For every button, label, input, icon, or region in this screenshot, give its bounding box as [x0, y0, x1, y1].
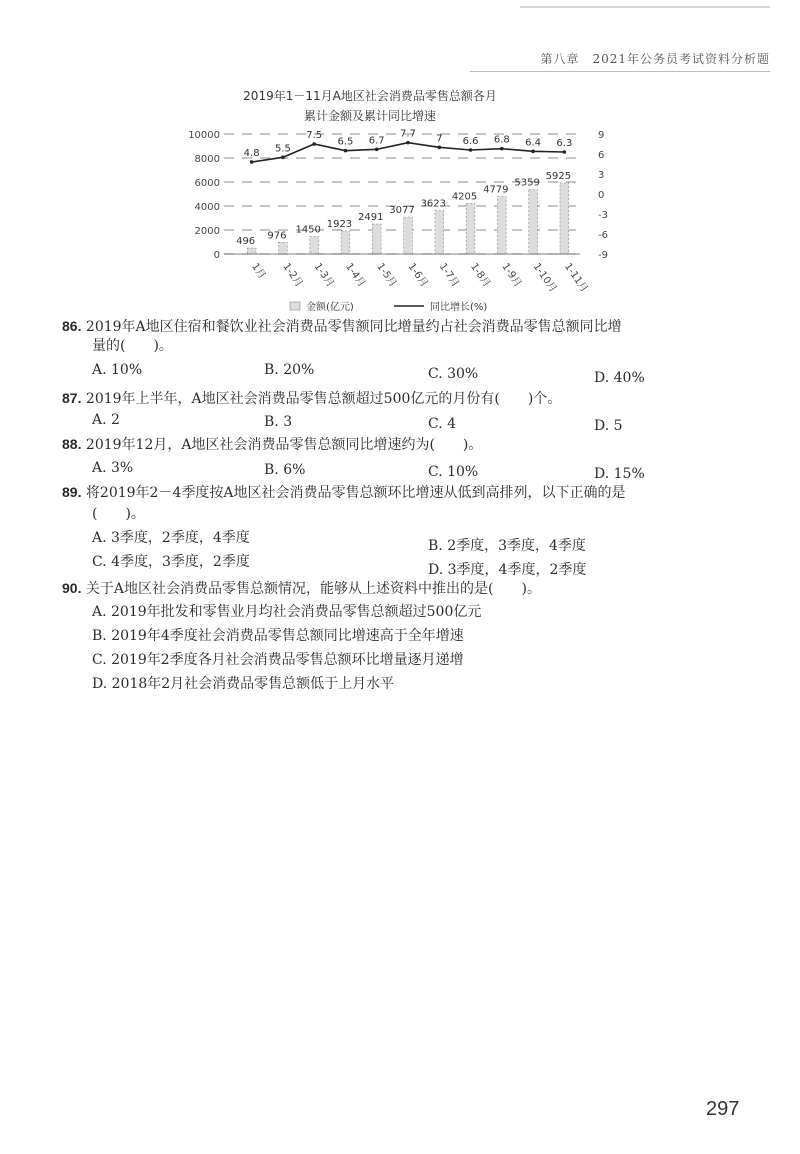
bar	[310, 237, 319, 254]
growth-label: 6.5	[337, 136, 354, 148]
chart-svg	[180, 86, 620, 326]
chart-title: 2019年1－11月A地区社会消费品零售总额各月	[243, 89, 497, 103]
option-d: D. 5	[594, 418, 623, 434]
option-d: D. 2018年2月社会消费品零售总额低于上月水平	[92, 676, 395, 692]
question-text: 2019年A地区住宿和餐饮业社会消费品零售额同比增量约占社会消费品零售总额同比增	[85, 319, 622, 335]
bar	[497, 197, 506, 254]
growth-label: 7.7	[400, 128, 416, 140]
top-rule	[520, 6, 770, 8]
question-86-cont: 量的( )。	[92, 338, 173, 354]
growth-point	[375, 148, 379, 152]
bar-label: 1923	[326, 218, 353, 230]
chart	[180, 86, 620, 326]
x-tick-label: 1月	[249, 261, 268, 282]
x-tick-label: 1-5月	[374, 261, 399, 290]
question-text: 2019年12月，A地区社会消费品零售总额同比增速约为( )。	[85, 437, 483, 453]
x-tick-label: 1-8月	[468, 261, 493, 290]
y-tick-left: 10000	[188, 130, 220, 141]
bar-label: 3623	[420, 198, 446, 210]
growth-point	[250, 160, 254, 164]
question-number: 87.	[62, 390, 82, 406]
option-a: A. 3季度，2季度，4季度	[92, 530, 250, 546]
question-number: 88.	[62, 436, 82, 452]
question-number: 90.	[62, 580, 82, 596]
growth-point	[531, 150, 535, 154]
bar	[341, 231, 350, 254]
bar	[435, 211, 444, 254]
option-b: B. 2季度，3季度，4季度	[428, 538, 586, 554]
question-89-cont: ( )。	[92, 506, 145, 522]
question-text: 将2019年2－4季度按A地区社会消费品零售总额环比增速从低到高排列，以下正确的是	[85, 485, 626, 501]
growth-label: 7.5	[306, 130, 323, 141]
growth-point	[469, 148, 473, 152]
option-b: B. 6%	[264, 462, 306, 478]
option-d: D. 15%	[594, 466, 645, 482]
question-number: 86.	[62, 318, 82, 334]
y-tick-right: 9	[598, 130, 605, 141]
growth-label: 6.3	[556, 138, 573, 149]
option-c: C. 30%	[428, 366, 479, 382]
y-tick-left: 4000	[194, 202, 220, 213]
option-b: B. 20%	[264, 362, 315, 378]
growth-label: 6.4	[525, 137, 542, 149]
y-tick-right: -6	[598, 230, 608, 241]
growth-point	[500, 147, 504, 151]
option-c: C. 4	[428, 416, 457, 432]
growth-point	[406, 141, 410, 145]
y-tick-left: 6000	[194, 178, 220, 189]
option-c: C. 4季度，3季度，2季度	[92, 554, 250, 570]
bar-label: 3077	[389, 205, 415, 217]
chart-subtitle: 累计金额及累计同比增速	[303, 109, 437, 123]
question-86	[62, 316, 622, 337]
bar	[560, 183, 569, 254]
y-tick-right: 3	[598, 170, 605, 181]
x-tick-label: 1-10月	[530, 261, 559, 295]
question-90	[62, 578, 541, 599]
y-tick-right: 0	[598, 190, 605, 201]
y-tick-left: 8000	[194, 154, 220, 165]
x-tick-label: 1-9月	[499, 261, 524, 290]
bar-label: 5359	[514, 177, 540, 189]
bar-label: 4205	[451, 191, 478, 203]
bar	[404, 217, 413, 254]
growth-label: 6.7	[368, 135, 385, 147]
question-87	[62, 388, 561, 409]
x-tick-label: 1-3月	[311, 261, 336, 290]
x-tick-label: 1-2月	[280, 261, 305, 290]
option-b: B. 2019年4季度社会消费品零售总额同比增速高于全年增速	[92, 628, 464, 644]
question-text: 关于A地区社会消费品零售总额情况，能够从上述资料中推出的是( )。	[85, 581, 541, 597]
x-tick-label: 1-6月	[405, 261, 430, 290]
x-tick-label: 1-7月	[436, 261, 461, 290]
option-c: C. 10%	[428, 464, 479, 480]
y-tick-left: 2000	[194, 226, 220, 237]
question-88	[62, 434, 482, 455]
growth-point	[437, 146, 441, 150]
growth-point	[312, 142, 316, 146]
bar	[529, 190, 538, 254]
page-number: 297	[706, 1098, 740, 1120]
bar-label: 496	[236, 236, 256, 248]
bar	[372, 224, 381, 254]
bar	[466, 204, 475, 254]
growth-label: 5.5	[274, 143, 291, 155]
bar	[247, 248, 256, 254]
bar-label: 4779	[483, 184, 509, 196]
growth-label: 6.6	[462, 136, 479, 147]
growth-label: 4.8	[243, 148, 260, 159]
x-tick-label: 1-4月	[342, 261, 368, 290]
option-d: D. 3季度，4季度，2季度	[428, 562, 587, 578]
question-number: 89.	[62, 484, 82, 500]
growth-point	[344, 149, 348, 153]
option-a: A. 10%	[92, 362, 143, 378]
question-text: 2019年上半年，A地区社会消费品零售总额超过500亿元的月份有( )个。	[85, 391, 562, 407]
y-tick-right: -9	[598, 250, 608, 261]
bar-label: 976	[267, 230, 287, 242]
y-tick-left: 0	[213, 250, 220, 261]
option-b: B. 3	[264, 414, 293, 430]
growth-label: 7	[436, 133, 443, 145]
running-header: 第八章 2021年公务员考试资料分析题	[470, 50, 770, 72]
bar-label: 2491	[358, 212, 384, 224]
option-a: A. 2019年批发和零售业月均社会消费品零售总额超过500亿元	[92, 604, 482, 620]
option-a: A. 2	[92, 412, 120, 428]
growth-point	[563, 150, 567, 154]
option-d: D. 40%	[594, 370, 645, 386]
legend-label-bar: 金额(亿元)	[306, 302, 354, 313]
growth-label: 6.8	[493, 134, 510, 146]
legend-swatch-bar	[290, 302, 300, 310]
growth-line	[252, 143, 565, 162]
bar-label: 1450	[295, 224, 321, 236]
question-89	[62, 482, 625, 503]
option-a: A. 3%	[92, 460, 134, 476]
x-tick-label: 1-11月	[561, 261, 590, 295]
bar	[279, 242, 288, 254]
bar-label: 5925	[545, 170, 572, 182]
y-tick-right: 6	[598, 150, 605, 161]
option-c: C. 2019年2季度各月社会消费品零售总额环比增量逐月递增	[92, 652, 464, 668]
growth-point	[281, 156, 285, 160]
y-tick-right: -3	[598, 210, 608, 221]
legend-label-line: 同比增长(%)	[430, 302, 488, 313]
